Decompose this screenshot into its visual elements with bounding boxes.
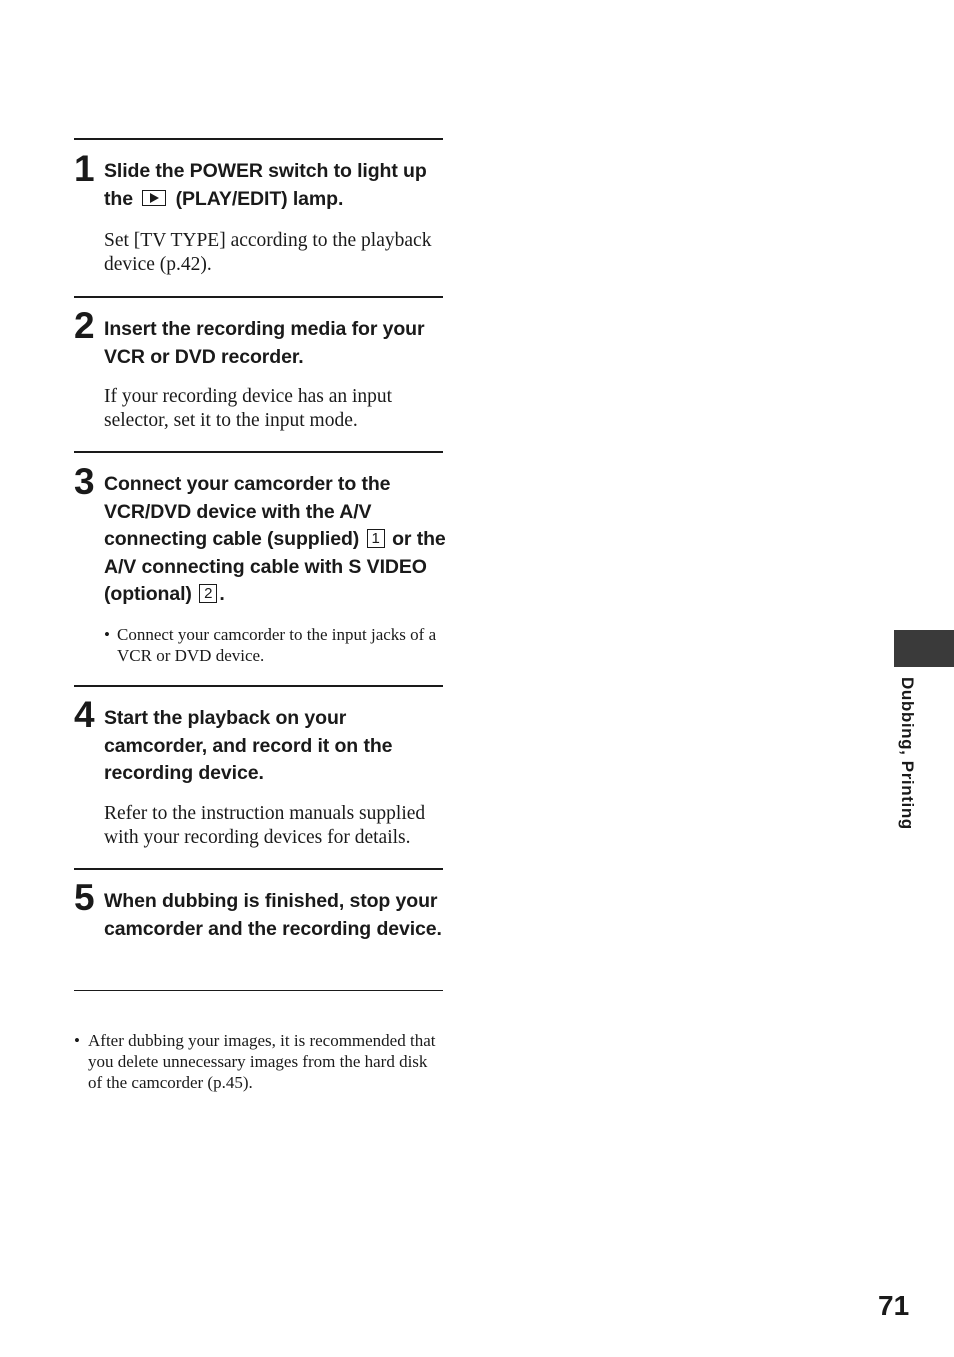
section-label: Dubbing, Printing [898, 677, 917, 830]
bullet-dot: • [104, 625, 110, 644]
step-2-divider [74, 296, 443, 298]
step-2-body: If your recording device has an input selector, set it to the input mode. [104, 386, 393, 431]
step-4-divider [74, 685, 443, 687]
step-4-number: 4 [74, 694, 95, 735]
step-1-heading-pre: Slide the POWER switch to light up the [104, 160, 427, 210]
note-text: After dubbing your images, it is recommended that you delete unnecessary images from the hard disk of the camcorder (p.45). [88, 1031, 436, 1092]
step-2-heading: Insert the recording media for your VCR or DVD recorder. [104, 318, 425, 368]
steps-end-divider [74, 990, 443, 991]
step-3-heading-part1: Connect your camcorder to the VCR/DVD device with the A/V connecting cable (supplied) [104, 473, 391, 551]
step-4-body: Refer to the instruction manuals supplied with your recording devices for details. [104, 803, 426, 848]
bullet-dot: • [74, 1031, 80, 1050]
step-5-number: 5 [74, 877, 95, 918]
step-1-number: 1 [74, 148, 95, 189]
step-3-heading [104, 471, 449, 609]
note [74, 1030, 444, 1093]
step-3-number: 3 [74, 461, 95, 502]
play-edit-icon [142, 190, 166, 206]
step-3-bullet-text: Connect your camcorder to the input jacks of a VCR or DVD device. [117, 625, 437, 665]
step-1-divider [74, 138, 443, 140]
step-2-number: 2 [74, 305, 95, 346]
section-tab-marker [894, 630, 954, 667]
step-4-heading: Start the playback on your camcorder, and record it on the recording device. [104, 707, 393, 785]
step-5-heading: When dubbing is finished, stop your camcorder and the recording device. [104, 890, 442, 940]
page-number: 71 [878, 1290, 910, 1321]
step-3-heading-part2: or the A/V connecting cable with S VIDEO (optional) [104, 528, 446, 606]
step-1-heading-post: (PLAY/EDIT) lamp. [175, 187, 344, 210]
step-1-heading [104, 158, 449, 213]
step-1-body: Set [TV TYPE] according to the playback device (p.42). [104, 230, 432, 275]
step-3-divider [74, 451, 443, 453]
step-5-divider [74, 868, 443, 870]
connector-1-badge: 1 [367, 529, 385, 548]
connector-2-badge: 2 [199, 584, 217, 603]
step-3-heading-part3: . [219, 583, 225, 606]
step-3-bullet [104, 624, 444, 666]
